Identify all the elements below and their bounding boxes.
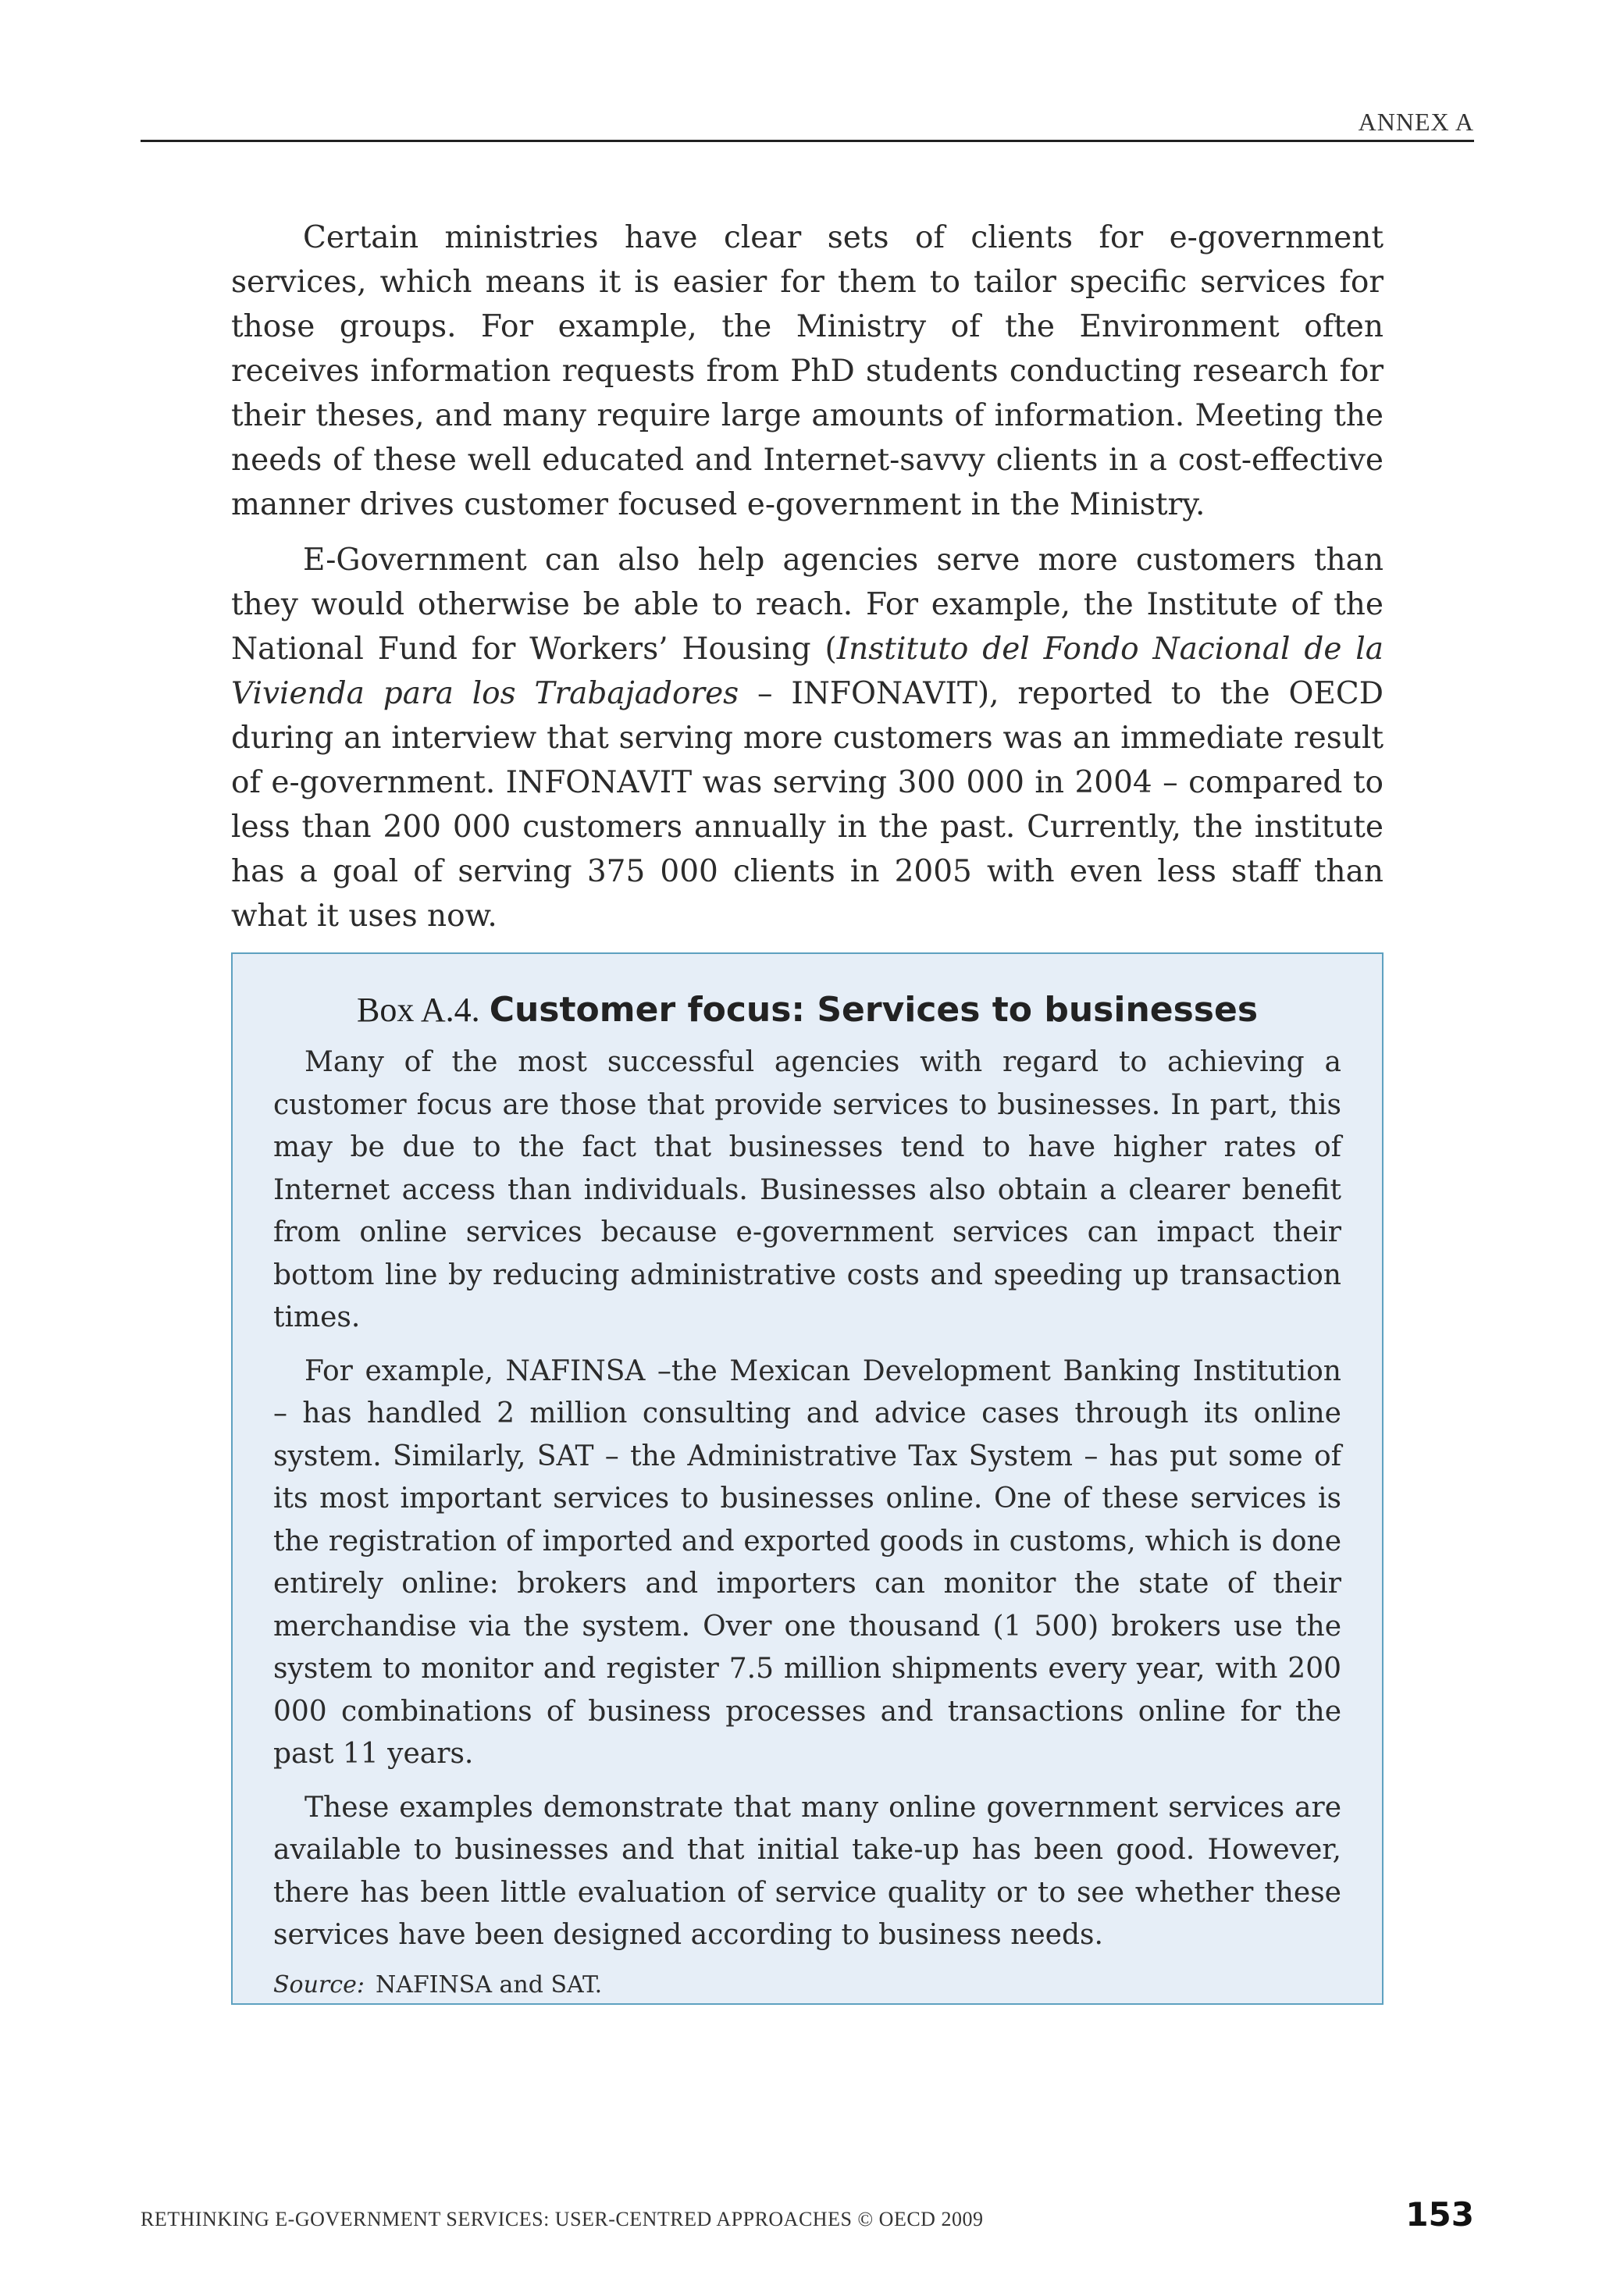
main-text: [231, 215, 1384, 949]
paragraph-text: – INFONAVIT), reported to the OECD during an interview that serving more customers was an immediate result of e-government. INFONAVIT was serving 300 000 in 2004 – compared to less than 200 000 customers annually in the past. Currently, the institute has a goal of serving 375 000 clients in 2005 with even less staff than what it uses now.: [231, 676, 1384, 934]
info-box: [231, 952, 1384, 2005]
section-label: ANNEX A: [1358, 108, 1474, 136]
box-title: [273, 987, 1341, 1034]
body-paragraph: Certain ministries have clear sets of clients for e-government services, which means it is easier for them to tailor specific services for those groups. For example, the Ministry of the Environment often receives information requests from PhD students conducting research for their theses, and many require large amounts of information. Meeting the needs of these well educated and Internet-savvy clients in a cost-effective manner drives customer focused e-government in the Ministry.: [231, 220, 1384, 522]
page-header: [141, 103, 1474, 142]
box-paragraph: Many of the most successful agencies with regard to achieving a customer focus are those that provide services to businesses. In part, this may be due to the fact that businesses tend to have higher rates of Internet access than individuals. Businesses also obtain a clearer benefit from online services because e-government services can impact their bottom line by reducing administrative costs and speeding up transaction times.: [273, 1046, 1341, 1333]
box-source: [273, 1968, 1341, 2002]
footer-copyright: RETHINKING E-GOVERNMENT SERVICES: USER-CENTRED APPROACHES © OECD 2009: [141, 2208, 984, 2230]
body-paragraph: [231, 538, 1384, 938]
box-number: Box A.4.: [356, 991, 480, 1029]
paragraph-text: E-Government can also help agencies serve more customers than they would otherwise be able to reach. For example, the Institute of the National Fund for Workers’ Housing (: [231, 543, 1384, 667]
box-heading: Customer focus: Services to businesses: [489, 990, 1259, 1030]
box-paragraph: These examples demonstrate that many online government services are available to businesses and that initial take-up has been good. However, there has been little evaluation of service quality or to see whether these services have been designed according to business needs.: [273, 1791, 1341, 1951]
box-paragraph: For example, NAFINSA –the Mexican Development Banking Institution – has handled 2 million consulting and advice cases through its online system. Similarly, SAT – the Administrative Tax System – has put some of its most important services to businesses online. One of these services is the registration of imported and exported goods in customs, which is done entirely online: brokers and importers can monitor the state of their merchandise via the system. Over one thousand (1 500) brokers use the system to monitor and register 7.5 million shipments every year, with 200 000 combinations of business processes and transactions online for the past 11 years.: [273, 1354, 1341, 1770]
source-text: NAFINSA and SAT.: [375, 1970, 603, 1999]
page-number: 153: [1405, 2195, 1474, 2234]
italic-institution-name: Instituto del Fondo Nacional de la Vivienda para los Trabajadores: [231, 632, 1384, 711]
source-label: Source:: [273, 1970, 365, 1999]
page-footer: [141, 2195, 1474, 2242]
